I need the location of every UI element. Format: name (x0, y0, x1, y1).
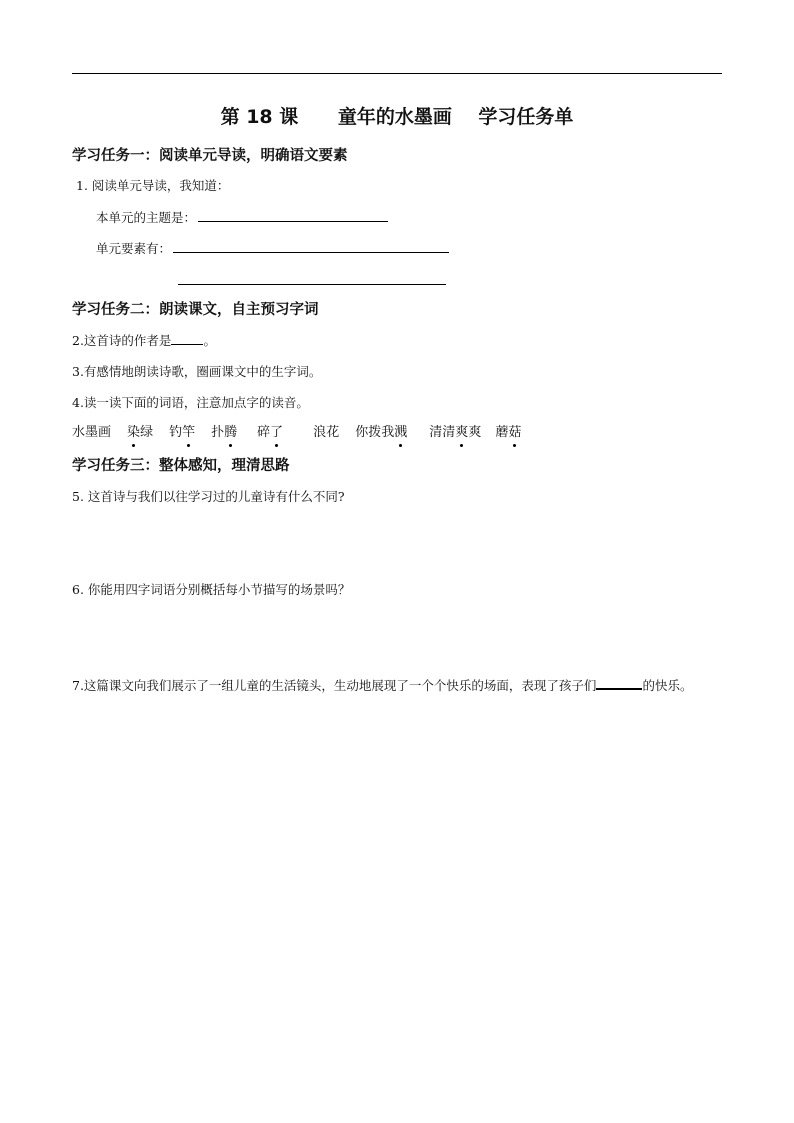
elements-blank-2[interactable] (178, 270, 446, 285)
question-7 (72, 671, 726, 701)
theme-label: 本单元的主题是： (96, 210, 197, 225)
question-7-suffix: 的快乐。 (642, 678, 693, 693)
question-2 (72, 330, 216, 351)
vocab-word: 水墨画 (72, 425, 112, 440)
elements-row (96, 238, 449, 259)
question-6: 6. 你能用四字词语分别概括每小节描写的场景吗？ (72, 582, 351, 597)
vocab-word: 钓竿 (169, 422, 195, 444)
question-2-prefix: 2.这首诗的作者是 (72, 333, 172, 348)
vocab-word: 染绿 (127, 422, 153, 444)
vocab-word: 扑腾 (211, 422, 237, 444)
elements-row-2 (178, 270, 446, 291)
vocab-word: 蘑菇 (495, 422, 521, 444)
vocab-word: 清清爽爽 (429, 422, 481, 444)
task3-heading: 学习任务三：整体感知，理清思路 (72, 458, 290, 474)
vocab-word: 碎了 (257, 422, 283, 444)
elements-label: 单元要素有： (96, 241, 172, 256)
feeling-blank[interactable] (596, 674, 642, 690)
theme-row (96, 207, 388, 228)
theme-blank[interactable] (198, 207, 388, 222)
question-5: 5. 这首诗与我们以往学习过的儿童诗有什么不同? (72, 489, 345, 504)
question-7-prefix: 7.这篇课文向我们展示了一组儿童的生活镜头，生动地展现了一个个快乐的场面，表现了孩子们 (72, 678, 597, 693)
question-4: 4.读一读下面的词语，注意加点字的读音。 (72, 395, 309, 410)
vocab-word: 浪花 (313, 425, 340, 440)
header-rule (72, 73, 722, 74)
task1-heading: 学习任务一：阅读单元导读，明确语文要素 (72, 148, 348, 164)
question-3: 3.有感情地朗读诗歌，圈画课文中的生字词。 (72, 364, 322, 379)
question-2-suffix: 。 (203, 333, 216, 348)
author-blank[interactable] (171, 330, 203, 345)
vocab-word: 你拨我溅 (355, 422, 407, 444)
vocab-list (72, 422, 539, 444)
question-1: 1. 阅读单元导读，我知道： (76, 178, 230, 193)
elements-blank-1[interactable] (173, 238, 449, 253)
page-title: 第 18 课 童年的水墨画 学习任务单 (220, 106, 574, 128)
task2-heading: 学习任务二：朗读课文，自主预习字词 (72, 302, 319, 318)
